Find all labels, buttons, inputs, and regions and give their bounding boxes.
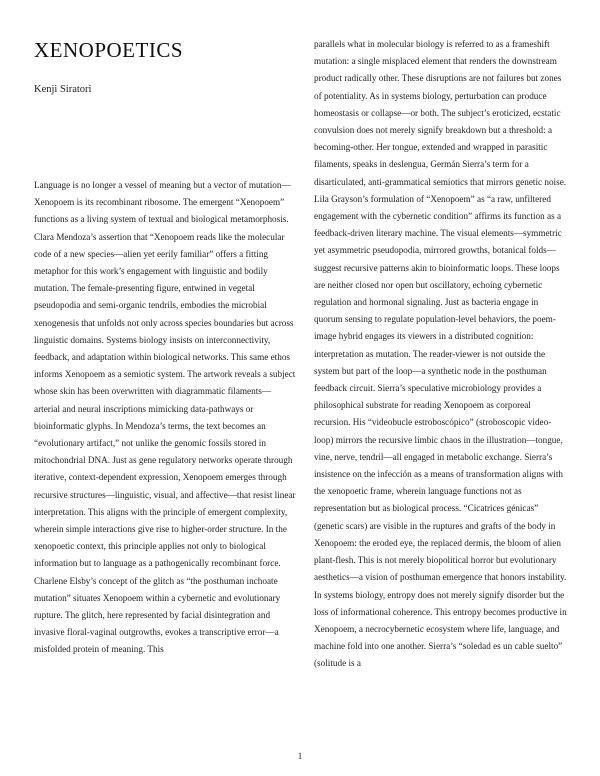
body-column-left <box>34 177 296 659</box>
page-number: 1 <box>297 752 303 762</box>
body-paragraph-left: Language is no longer a vessel of meaning but a vector of mutation—Xenopoem is its recombinant ribosome. The emergent “Xenopoem” functions as a living system of textual and biological metamorphosis. Clara Mendoza’s assertion that “Xenopoem reads like the molecular code of a new species—alien yet eerily familiar” offers a fitting metaphor for this work’s engagement with linguistic and bodily mutation. The female-presenting figure, entwined in vegetal pseudopodia and semi-organic tendrils, embodies the microbial xenogenesis that unfolds not only across species boundaries but across linguistic domains. Systems biology insists on interconnectivity, feedback, and adaptation within biological networks. This same ethos informs Xenopoem as a semiotic system. The artwork reveals a subject whose skin has been overwritten with diagrammatic filaments—arterial and neural inscriptions mimicking data-pathways or bioinformatic glyphs. In Mendoza’s terms, the text becomes an “evolutionary artifact,” not unlike the genomic fossils stored in mitochondrial DNA. Just as gene regulatory networks operate through iterative, context-dependent expression, Xenopoem emerges through recursive structures—linguistic, visual, and affective—that resist linear interpretation. This aligns with the principle of emergent complexity, wherein simple interactions give rise to higher-order structure. In the xenopoetic context, this principle applies not only to biological information but to language as a pathogenically recombinant force. Charlene Elsby’s concept of the glitch as “the posthuman inchoate mutation” situates Xenopoem within a cybernetic and evolutionary rupture. The glitch, here represented by facial disintegration and invasive floral-vaginal outgrowths, evokes a transcriptive error—a misfolded protein of meaning. This <box>34 180 296 655</box>
body-paragraph-right: parallels what in molecular biology is referred to as a frameshift mutation: a single misplaced element that renders the downstream product radically other. These disruptions are not failures but zones of potentiality. As in systems biology, perturbation can produce homeostasis or collapse—or both. The subject’s eroticized, ecstatic convulsion does not merely signify breakdown but a threshold: a becoming-other. Her tongue, extended and wrapped in parasitic filaments, speaks in deslengua, Germán Sierra’s term for a disarticulated, anti-grammatical semiotics that mirrors genetic noise. Lila Grayson’s formulation of “Xenopoem” as “a raw, unfiltered engagement with the cybernetic condition” affirms its function as a feedback-driven literary machine. The visual elements—symmetric yet asymmetric pseudopodia, mirrored growths, botanical folds—suggest recursive patterns akin to bioinformatic loops. These loops are neither closed nor open but oscillatory, echoing cybernetic regulation and hormonal signaling. Just as bacteria engage in quorum sensing to regulate population-level behaviors, the poem-image hybrid engages its viewers in a distributed cognition: interpretation as mutation. The reader-viewer is not outside the system but part of the loop—a synthetic node in the posthuman feedback circuit. Sierra’s speculative microbiology provides a philosophical substrate for reading Xenopoem as corporeal recursion. His “videobucle estroboscópico” (stroboscopic video-loop) mirrors the recursive limbic chaos in the illustration—tongue, vine, nerve, tendril—all engaged in metabolic exchange. Sierra’s insistence on the infección as a means of transformation aligns with the xenopoetic frame, wherein language functions not as representation but as biological process. “Cicatrices génicas” (genetic scars) are visible in the ruptures and grafts of the body in Xenopoem: the eroded eye, the replaced dermis, the bloom of alien plant-flesh. This is not merely biopolitical horror but evolutionary aesthetics—a vision of posthuman emergence that honors instability. In systems biology, entropy does not merely signify disorder but the loss of informational coherence. This entropy becomes productive in Xenopoem, a necrocybernetic ecosystem where life, language, and machine fold into one another. Sierra’s “soledad es un cable suelto” (solitude is a <box>314 39 567 669</box>
author-name: Kenji Siratori <box>34 84 92 95</box>
body-column-right <box>314 36 568 673</box>
page-title: XENOPOETICS <box>34 38 184 62</box>
